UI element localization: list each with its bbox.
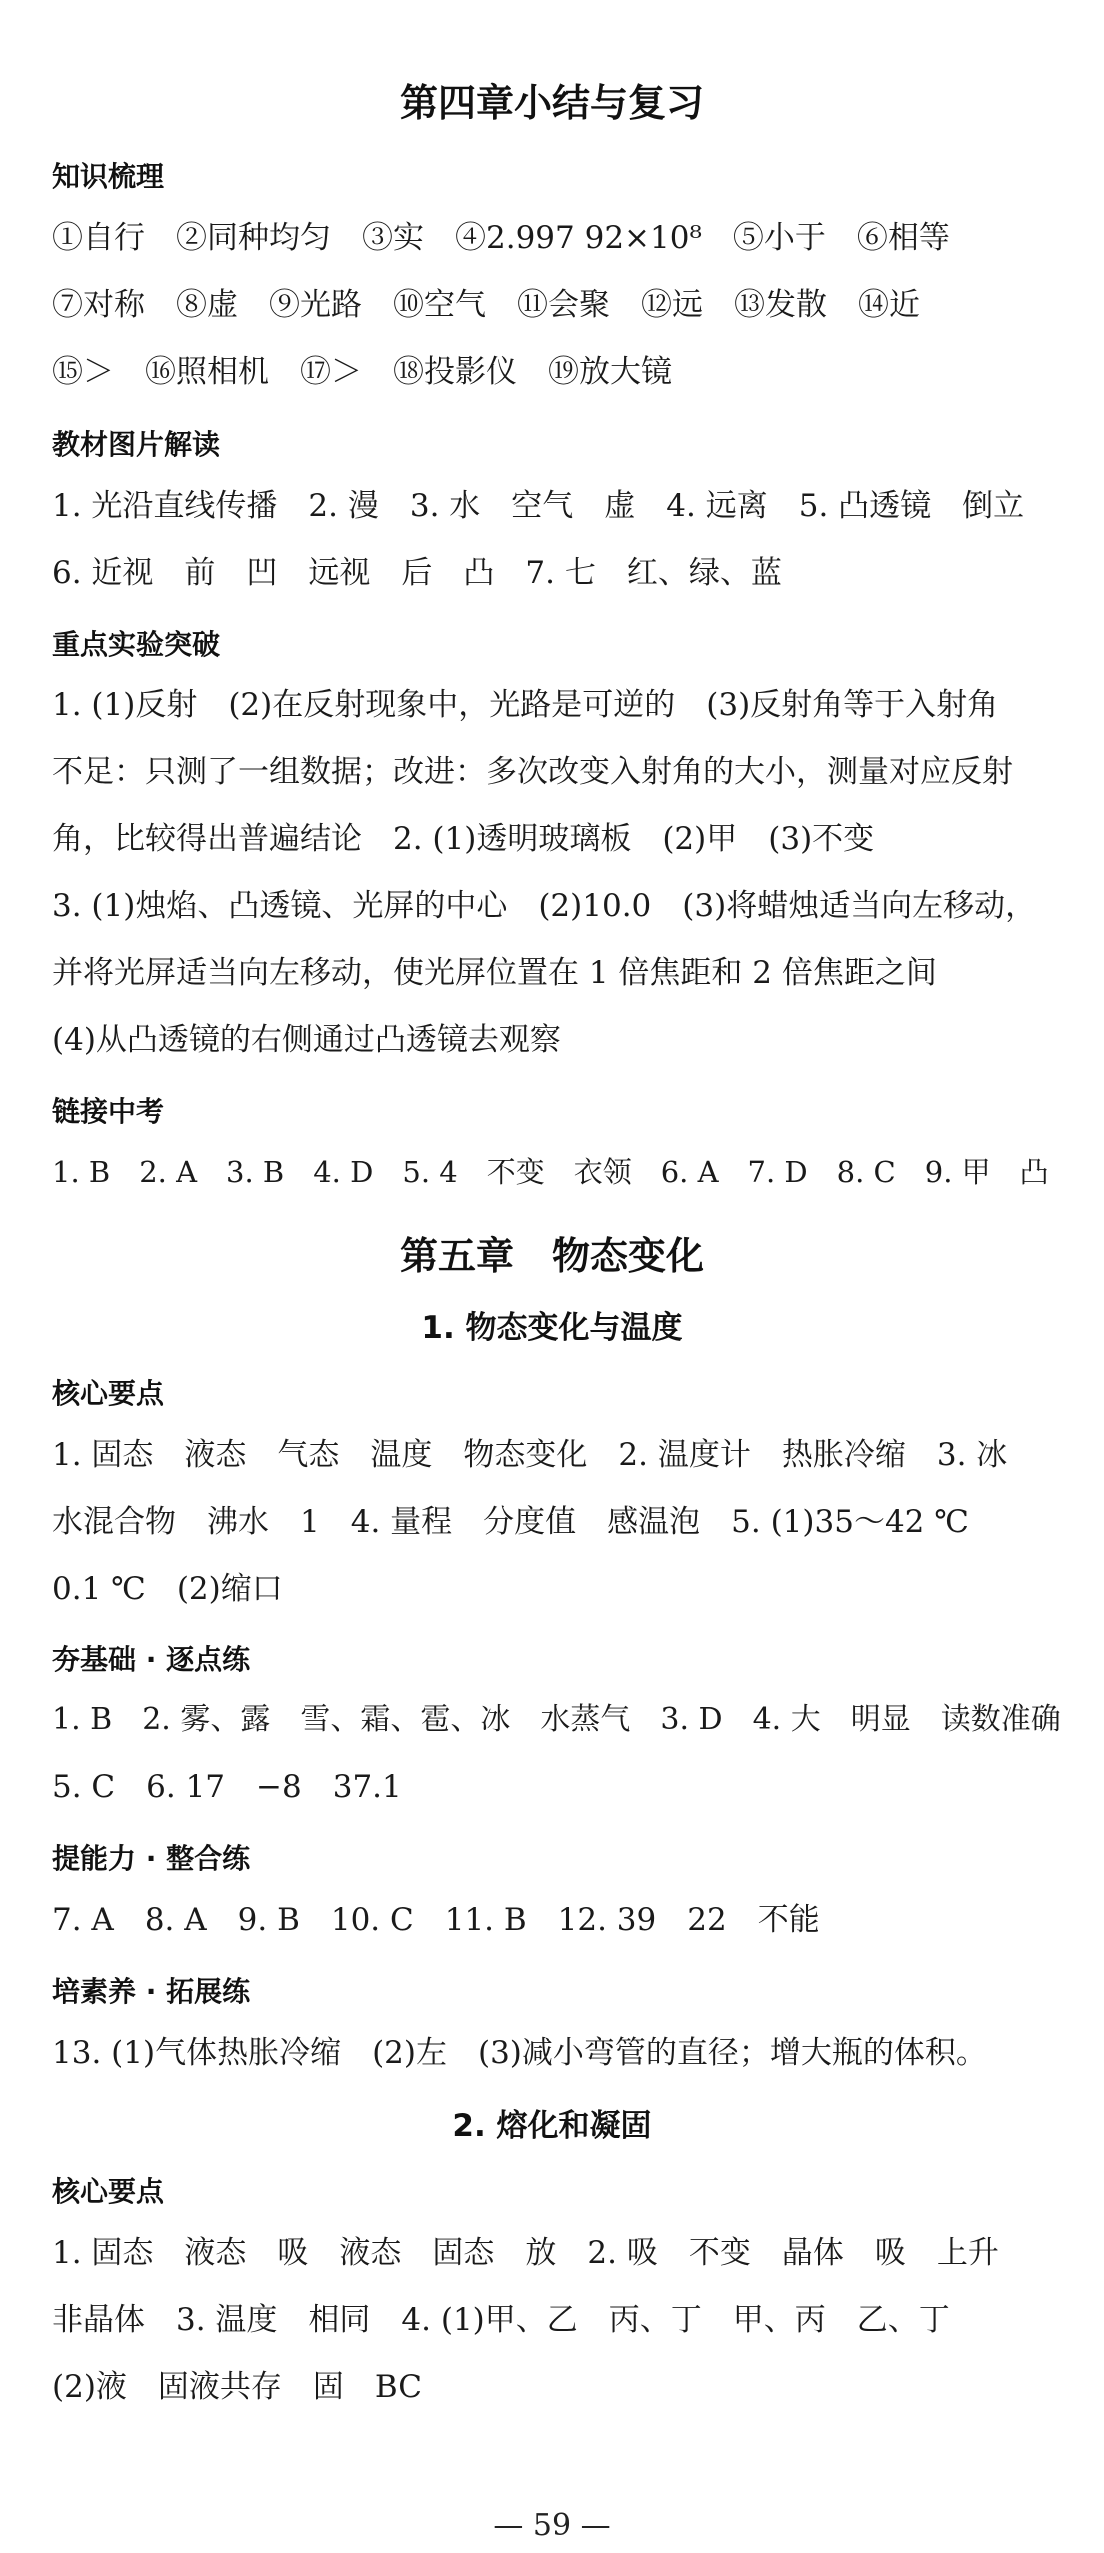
experiments-line-6: (4)从凸透镜的右侧通过凸透镜去观察 <box>52 1022 561 1058</box>
section-ability-1: 提能力 · 整合练 <box>52 1842 251 1875</box>
section-exam-links: 链接中考 <box>52 1095 165 1128</box>
core2-line-1: 1. 固态 液态 吸 液态 固态 放 2. 吸 不变 晶体 吸 上升 <box>52 2235 999 2271</box>
section-core-points-1: 核心要点 <box>52 1377 165 1410</box>
section-key-experiments: 重点实验突破 <box>52 628 221 661</box>
extension1-line-1: 13. (1)气体热胀冷缩 (2)左 (3)减小弯管的直径；增大瓶的体积。 <box>52 2035 987 2071</box>
section-core-points-2: 核心要点 <box>52 2175 165 2208</box>
experiments-line-1: 1. (1)反射 (2)在反射现象中，光路是可逆的 (3)反射角等于入射角 <box>52 687 999 723</box>
experiments-line-4: 3. (1)烛焰、凸透镜、光屏的中心 (2)10.0 (3)将蜡烛适当向左移动， <box>52 888 1037 924</box>
core2-line-3: (2)液 固液共存 固 BC <box>52 2369 422 2405</box>
knowledge-line-1: ①自行 ②同种均匀 ③实 ④2.997 92×10⁸ ⑤小于 ⑥相等 <box>52 220 950 256</box>
section-extension-1: 培素养 · 拓展练 <box>52 1975 251 2008</box>
section-knowledge-review: 知识梳理 <box>52 160 165 193</box>
core1-line-2: 水混合物 沸水 1 4. 量程 分度值 感温泡 5. (1)35～42 ℃ <box>52 1504 969 1540</box>
chapter4-title: 第四章小结与复习 <box>399 81 704 125</box>
lesson1-title: 1. 物态变化与温度 <box>421 1310 683 1346</box>
textbook-line-1: 1. 光沿直线传播 2. 漫 3. 水 空气 虚 4. 远离 5. 凸透镜 倒立 <box>52 488 1025 524</box>
core1-line-3: 0.1 ℃ (2)缩口 <box>52 1571 283 1607</box>
experiments-line-3: 角，比较得出普遍结论 2. (1)透明玻璃板 (2)甲 (3)不变 <box>52 821 875 857</box>
exam-links-line-1: 1. B 2. A 3. B 4. D 5. 4 不变 衣领 6. A 7. D 8. C 9. 甲 凸 <box>52 1155 1049 1189</box>
experiments-line-2: 不足：只测了一组数据；改进：多次改变入射角的大小，测量对应反射 <box>52 754 1013 790</box>
lesson2-title: 2. 熔化和凝固 <box>452 2108 652 2144</box>
chapter5-title: 第五章 物态变化 <box>399 1234 704 1278</box>
core1-line-1: 1. 固态 液态 气态 温度 物态变化 2. 温度计 热胀冷缩 3. 冰 <box>52 1437 1008 1473</box>
ability1-line-1: 7. A 8. A 9. B 10. C 11. B 12. 39 22 不能 <box>52 1902 820 1938</box>
textbook-line-2: 6. 近视 前 凹 远视 后 凸 7. 七 红、绿、蓝 <box>52 555 782 591</box>
experiments-line-5: 并将光屏适当向左移动，使光屏位置在 1 倍焦距和 2 倍焦距之间 <box>52 955 937 991</box>
section-basics-1: 夯基础 · 逐点练 <box>52 1643 251 1676</box>
basics1-line-2: 5. C 6. 17 −8 37.1 <box>52 1769 402 1805</box>
basics1-line-1: 1. B 2. 雾、露 雪、霜、雹、冰 水蒸气 3. D 4. 大 明显 读数准确 <box>52 1702 1061 1737</box>
page-number: — 59 — <box>493 2508 611 2543</box>
core2-line-2: 非晶体 3. 温度 相同 4. (1)甲、乙 丙、丁 甲、丙 乙、丁 <box>52 2302 950 2338</box>
knowledge-line-3: ⑮＞ ⑯照相机 ⑰＞ ⑱投影仪 ⑲放大镜 <box>52 354 672 390</box>
knowledge-line-2: ⑦对称 ⑧虚 ⑨光路 ⑩空气 ⑪会聚 ⑫远 ⑬发散 ⑭近 <box>52 287 920 323</box>
section-textbook-figures: 教材图片解读 <box>52 428 221 461</box>
